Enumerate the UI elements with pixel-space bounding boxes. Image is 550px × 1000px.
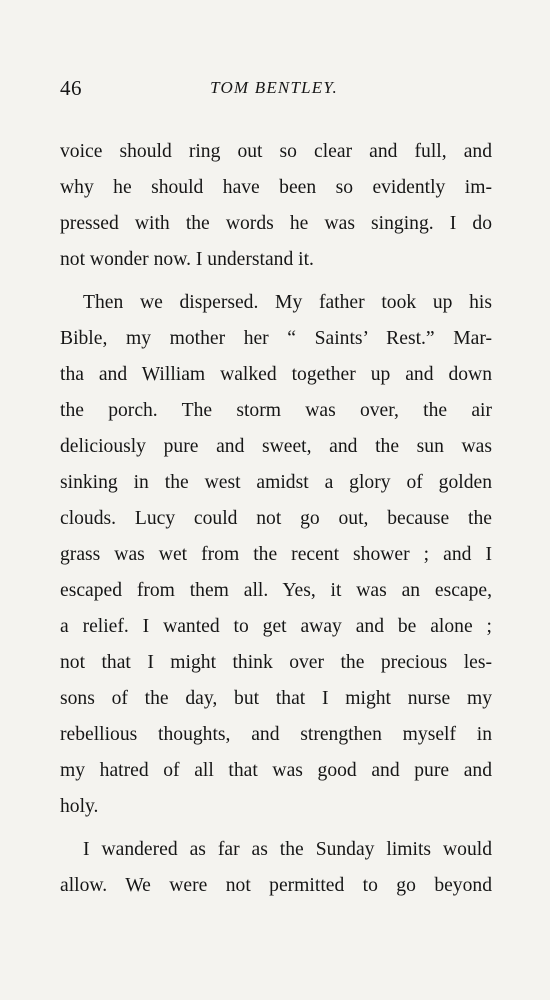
- text-line: not wonder now. I understand it.: [60, 249, 314, 270]
- running-head: [60, 76, 488, 106]
- text-line: Then we dispersed. My father took up his: [83, 292, 492, 313]
- text-line: pressed with the words he was singing. I do: [60, 213, 492, 234]
- text-line: allow. We were not permitted to go beyond: [60, 875, 492, 896]
- text-line: voice should ring out so clear and full, and: [60, 141, 492, 162]
- text-line: clouds. Lucy could not go out, because the: [60, 508, 492, 529]
- text-line: not that I might think over the precious les-: [60, 652, 492, 673]
- running-title: TOM BENTLEY.: [210, 78, 338, 97]
- text-line: a relief. I wanted to get away and be alone ;: [60, 616, 492, 637]
- text-line: sinking in the west amidst a glory of golden: [60, 472, 492, 493]
- text-line: my hatred of all that was good and pure and: [60, 760, 492, 781]
- text-line: why he should have been so evidently im-: [60, 177, 492, 198]
- body-text: [60, 134, 492, 904]
- text-line: Bible, my mother her “ Saints’ Rest.” Mar-: [60, 328, 492, 349]
- page-number: 46: [60, 76, 82, 100]
- text-line: deliciously pure and sweet, and the sun was: [60, 436, 492, 457]
- text-line: sons of the day, but that I might nurse my: [60, 688, 492, 709]
- text-line: grass was wet from the recent shower ; and I: [60, 544, 492, 565]
- text-line: the porch. The storm was over, the air: [60, 400, 492, 421]
- text-line: rebellious thoughts, and strengthen myself in: [60, 724, 492, 745]
- text-line: tha and William walked together up and down: [60, 364, 492, 385]
- text-line: holy.: [60, 796, 99, 817]
- text-line: escaped from them all. Yes, it was an escape,: [60, 580, 492, 601]
- text-line: I wandered as far as the Sunday limits would: [83, 839, 492, 860]
